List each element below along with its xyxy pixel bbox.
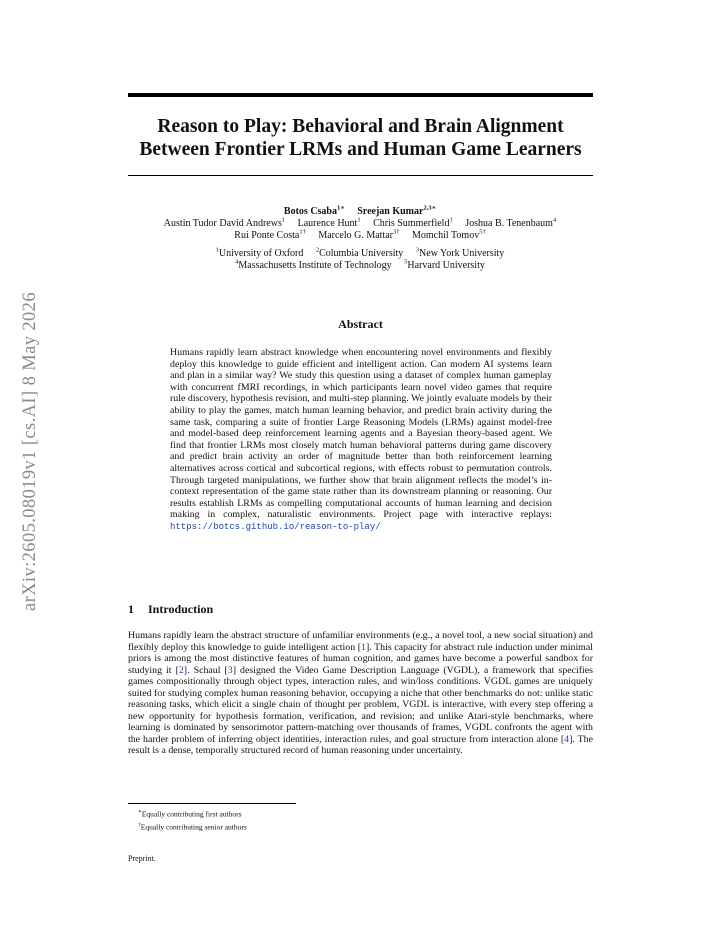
footnote: †Equally contributing senior authors bbox=[138, 821, 247, 831]
author-name: Momchil Tomov$^{5\dagger}$ bbox=[412, 228, 486, 241]
authors-line bbox=[110, 230, 610, 242]
author-name: Sreejan Kumar$^{2,3∗}$ bbox=[357, 204, 437, 217]
abstract-text: Humans rapidly learn abstract knowledge when encountering novel environments and flexibly deploy this knowledge to guide efficient and intelligent action. Can modern AI systems learn and plan in a similar way? We study this question using a dataset of complex human gameplay with concurrent fMRI recordings, in which participants learn novel video games that require rule discovery, hypothesis revision, and multi-step planning. We jointly evaluate models by their ability to play the games, match human learning behavior, and predict brain activity during the same task, comparing a suite of frontier Large Reasoning Models (LRMs) against model-free and model-based deep reinforcement learning agents and a Bayesian theory-based agent. We find that frontier LRMs most closely match human behavioral patterns during game discovery and predict brain activity an order of magnitude better than both reinforcement learning alternatives across cortical and subcortical regions, with effects robust to permutation controls. Through targeted manipulations, we further show that brain alignment reflects the model’s in-context representation of the game state rather than its downstream planning or reasoning. Our results establish LRMs as compelling computational accounts of human learning and decision making in complex, naturalistic environments. Project page with interactive replays: bbox=[170, 347, 552, 521]
section-number: 1 bbox=[128, 602, 134, 616]
section-heading-introduction bbox=[128, 602, 213, 617]
affiliation: $^2$Columbia University bbox=[315, 246, 404, 259]
author-name: Marcelo G. Mattar$^{3\dagger}$ bbox=[318, 228, 400, 241]
author-name: Joshua B. Tenenbaum$^4$ bbox=[465, 216, 557, 229]
affiliation: $^3$New York University bbox=[415, 246, 505, 259]
author-block bbox=[110, 206, 610, 272]
footnote-rule bbox=[128, 803, 296, 804]
footnote: ∗Equally contributing first authors bbox=[138, 809, 242, 819]
affiliation: $^4$Massachusetts Institute of Technology bbox=[235, 258, 392, 271]
author-name: Chris Summerfield$^1$ bbox=[373, 216, 453, 229]
title-bottom-rule bbox=[128, 175, 593, 176]
preprint-label: Preprint. bbox=[128, 854, 156, 863]
arxiv-identifier-stamp: arXiv:2605.08019v1 [cs.AI] 8 May 2026 bbox=[20, 292, 40, 612]
affiliations-line bbox=[110, 248, 610, 260]
author-name: Botos Csaba$^{1∗}$ bbox=[283, 204, 345, 217]
authors-line bbox=[110, 218, 610, 230]
abstract-body bbox=[170, 347, 552, 534]
abstract-heading: Abstract bbox=[338, 317, 383, 331]
affiliation: $^5$Harvard University bbox=[404, 258, 485, 271]
introduction-paragraph: Humans rapidly learn the abstract structure of unfamiliar environments (e.g., a novel tool, a new social situation) and flexibly deploy this knowledge to guide intelligent action [1]. This capacity for abstract rule induction under minimal priors is among the most distinctive features of human cognition, and games have become a powerful sandbox for studying it [2]. Schaul [3] designed the Video Game Description Language (VGDL), a framework that specifies games compositionally through object types, interaction rules, and win/loss conditions. VGDL games are uniquely suited for studying complex human reasoning behavior, occupying a niche that other benchmarks do not: unlike static reasoning tasks, which elicit a single chain of thought per problem, VGDL is interactive, with every step offering a new opportunity for hypothesis formation, verification, and revision; and unlike Atari-style benchmarks, where learning is dominated by sensorimotor pattern-matching over thousands of frames, VGDL confronts the agent with the harder problem of inferring object identities, interaction rules, and goal structure from interaction alone [4]. The result is a dense, temporally structured record of human reasoning under uncertainty. bbox=[128, 630, 593, 757]
author-name: Laurence Hunt$^1$ bbox=[297, 216, 361, 229]
author-name: Austin Tudor David Andrews$^1$ bbox=[163, 216, 286, 229]
citation-link[interactable]: 2 bbox=[178, 664, 184, 676]
paper-title: Reason to Play: Behavioral and Brain Alignment Between Frontier LRMs and Human Game Learners bbox=[139, 116, 582, 160]
project-page-link[interactable]: https://botcs.github.io/reason-to-play/ bbox=[170, 521, 381, 532]
affiliations-line bbox=[110, 260, 610, 272]
citation-link[interactable]: 1 bbox=[361, 641, 366, 653]
title-top-rule bbox=[128, 93, 593, 97]
affiliation: $^1$University of Oxford bbox=[215, 246, 304, 259]
author-name: Rui Ponte Costa$^{1\dagger}$ bbox=[234, 228, 306, 241]
citation-link[interactable]: 4 bbox=[564, 733, 570, 745]
citation-link[interactable]: 3 bbox=[227, 664, 233, 676]
footnotes bbox=[138, 807, 247, 832]
section-title: Introduction bbox=[148, 602, 214, 616]
